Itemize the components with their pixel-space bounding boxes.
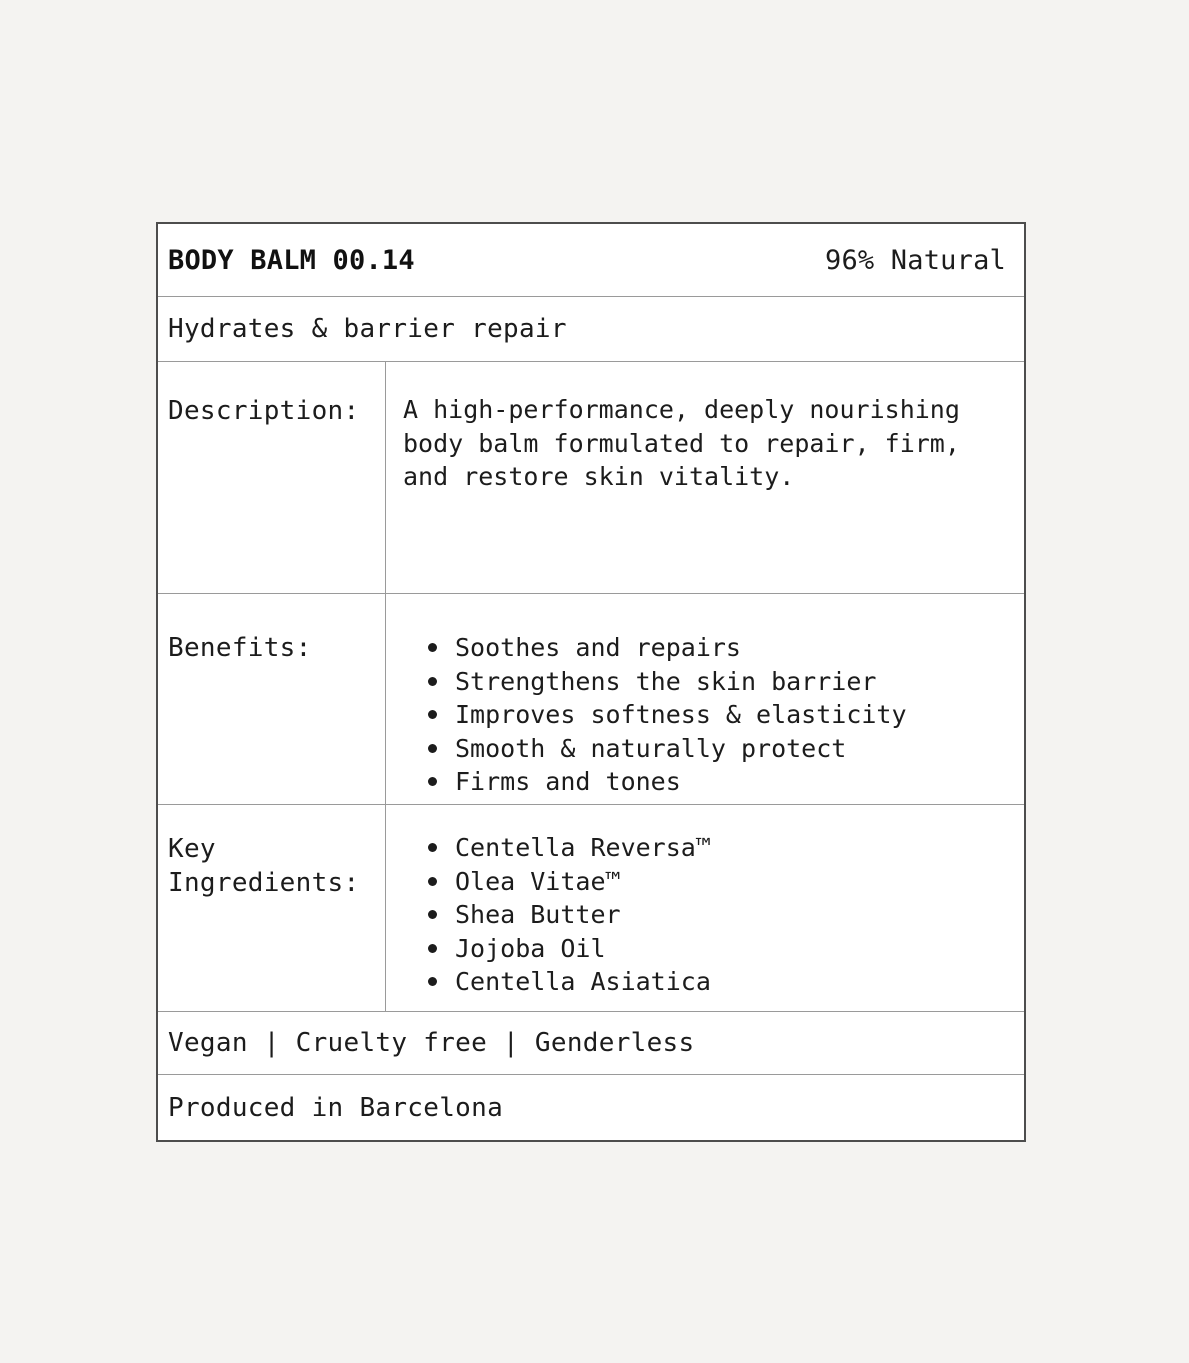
key-ingredients-content	[385, 805, 1024, 1011]
bullet-item	[425, 965, 1004, 999]
key-ingredients-label: Key Ingredients:	[168, 834, 360, 898]
benefit-text: Strengthens the skin barrier	[455, 666, 877, 696]
bullet-item	[425, 631, 1004, 665]
bullet-item	[425, 898, 1004, 932]
header-row	[158, 224, 1024, 296]
tagline-text: Hydrates & barrier repair	[168, 314, 567, 344]
tagline-row	[158, 296, 1024, 361]
produced-in-text: Produced in Barcelona	[168, 1092, 504, 1123]
benefits-content	[385, 594, 1024, 804]
key-ingredients-list	[403, 831, 1004, 999]
attributes-text: Vegan | Cruelty free | Genderless	[168, 1028, 695, 1058]
ingredient-text: Olea Vitae™	[455, 866, 621, 896]
product-title: BODY BALM 00.14	[168, 244, 415, 276]
natural-percentage: 96% Natural	[824, 244, 1006, 276]
bullet-dot	[425, 865, 441, 899]
bullet-dot	[425, 631, 441, 665]
bullet-item	[425, 765, 1004, 799]
bullet-item	[425, 665, 1004, 699]
bullet-item	[425, 732, 1004, 766]
bullet-dot	[425, 665, 441, 699]
bullet-dot	[425, 898, 441, 932]
bullet-item	[425, 932, 1004, 966]
ingredient-text: Jojoba Oil	[455, 933, 606, 963]
benefit-text: Improves softness & elasticity	[455, 700, 907, 729]
product-info-card	[156, 222, 1026, 1142]
bullet-item	[425, 865, 1004, 899]
description-content	[385, 362, 1024, 593]
bullet-dot	[425, 932, 441, 966]
benefits-list	[403, 631, 1004, 799]
bullet-dot	[425, 732, 441, 766]
bullet-dot	[425, 765, 441, 799]
benefit-text: Firms and tones	[455, 767, 681, 796]
ingredient-text: Centella Reversa™	[455, 833, 711, 862]
benefit-text: Smooth & naturally protect	[455, 733, 847, 763]
benefits-row	[158, 593, 1024, 804]
bullet-dot	[425, 698, 441, 732]
bullet-dot	[425, 831, 441, 865]
ingredient-text: Centella Asiatica	[455, 967, 711, 996]
attributes-row	[158, 1011, 1024, 1074]
benefit-text: Soothes and repairs	[455, 633, 741, 662]
description-text: A high-performance, deeply nourishing body balm formulated to repair, firm, and restore skin vitality.	[403, 395, 960, 491]
ingredient-text: Shea Butter	[455, 900, 621, 929]
key-ingredients-row	[158, 804, 1024, 1011]
bullet-dot	[425, 965, 441, 999]
benefits-label: Benefits:	[168, 633, 312, 663]
bullet-item	[425, 698, 1004, 732]
produced-in-row	[158, 1074, 1024, 1140]
bullet-item	[425, 831, 1004, 865]
description-row	[158, 361, 1024, 593]
description-label: Description:	[168, 396, 360, 426]
